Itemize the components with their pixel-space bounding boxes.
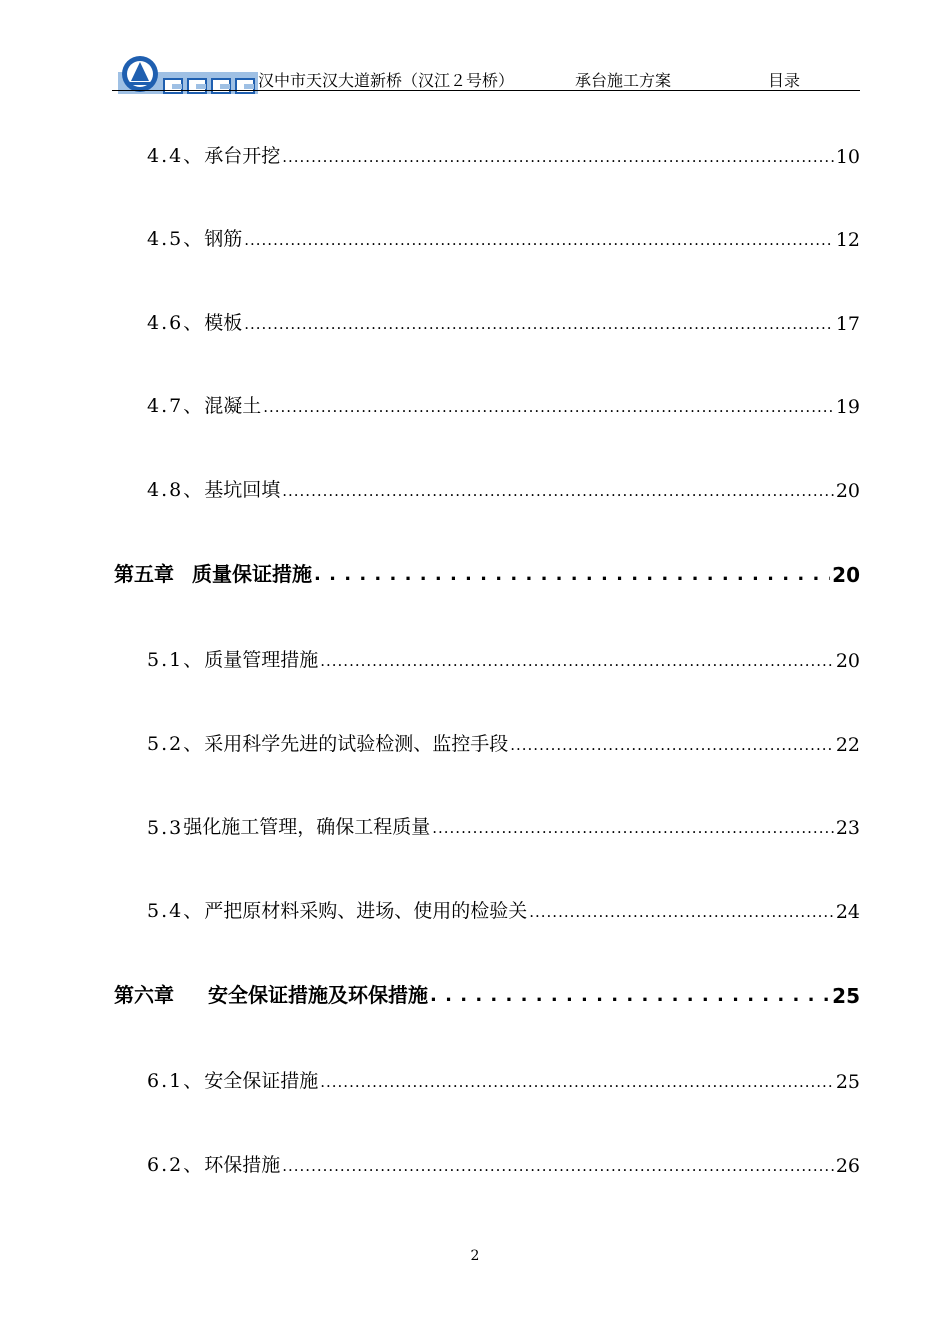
toc-title: 强化施工管理，确保工程质量 [183, 816, 431, 838]
toc-number: 4.6、 [147, 312, 205, 334]
toc-leader [314, 557, 830, 587]
toc-leader [282, 472, 834, 502]
header-section: 目录 [768, 71, 801, 90]
toc-number: 6.2、 [147, 1154, 205, 1176]
toc-title: 承台开挖 [204, 145, 281, 167]
toc-title: 基坑回填 [204, 479, 281, 501]
toc-page: 22 [835, 734, 860, 756]
toc-number: 4.4、 [147, 145, 205, 167]
toc-chapter-6[interactable] [114, 978, 860, 1008]
header-rule [112, 90, 860, 91]
toc-leader [432, 809, 834, 839]
toc-page: 20 [832, 563, 860, 587]
toc-entry-4-7[interactable] [147, 388, 860, 418]
toc-chapter-number: 第六章 [114, 983, 174, 1007]
toc-page: 12 [835, 229, 860, 251]
toc-number: 5.4、 [147, 900, 205, 922]
page-number: 2 [470, 1248, 480, 1264]
header-project-title: 汉中市天汉大道新桥（汉江２号桥） [258, 71, 515, 90]
toc-number: 4.8、 [147, 479, 205, 501]
toc-number: 5.1、 [147, 649, 205, 671]
toc-entry-5-3[interactable] [147, 809, 860, 839]
toc-number: 4.7、 [147, 395, 205, 417]
cggc-logo [112, 52, 260, 98]
toc-leader [263, 388, 834, 418]
toc-number: 5.3 [147, 817, 184, 839]
toc-entry-6-1[interactable] [147, 1063, 860, 1093]
toc-page: 24 [835, 901, 860, 923]
toc-entry-4-4[interactable] [147, 138, 860, 168]
toc-entry-4-5[interactable] [147, 221, 860, 251]
toc-entry-5-1[interactable] [147, 642, 860, 672]
toc-page: 17 [835, 313, 860, 335]
toc-number: 5.2、 [147, 733, 205, 755]
toc-entry-4-6[interactable] [147, 305, 860, 335]
toc-title: 环保措施 [204, 1154, 281, 1176]
toc-number: 6.1、 [147, 1070, 205, 1092]
toc-page: 20 [835, 480, 860, 502]
toc-title: 安全保证措施 [204, 1070, 319, 1092]
toc-page: 10 [835, 146, 860, 168]
toc-leader [282, 138, 834, 168]
toc-leader [430, 978, 830, 1008]
toc-title: 严把原材料采购、进场、使用的检验关 [204, 900, 528, 922]
toc-leader [510, 726, 834, 756]
header-doc-title: 承台施工方案 [575, 71, 672, 90]
toc-entry-5-4[interactable] [147, 893, 860, 923]
toc-entry-4-8[interactable] [147, 472, 860, 502]
toc-number: 4.5、 [147, 228, 205, 250]
toc-chapter-5[interactable] [114, 557, 860, 587]
toc-title: 模板 [204, 312, 243, 334]
toc-page: 23 [835, 817, 860, 839]
toc-title: 采用科学先进的试验检测、监控手段 [204, 733, 509, 755]
toc-page: 25 [832, 984, 860, 1008]
toc-leader [282, 1147, 834, 1177]
toc-chapter-number: 第五章 [114, 562, 174, 586]
toc-title: 混凝土 [204, 395, 262, 417]
toc-leader [320, 642, 834, 672]
toc-chapter-title: 质量保证措施 [192, 562, 312, 586]
toc-page: 26 [835, 1155, 860, 1177]
toc-title: 钢筋 [204, 228, 243, 250]
toc-leader [320, 1063, 834, 1093]
toc-chapter-title: 安全保证措施及环保措施 [208, 983, 428, 1007]
toc-page: 19 [835, 396, 860, 418]
toc-entry-6-2[interactable] [147, 1147, 860, 1177]
toc-leader [244, 305, 834, 335]
toc-page: 25 [835, 1071, 860, 1093]
toc-title: 质量管理措施 [204, 649, 319, 671]
toc-leader [529, 893, 834, 923]
toc-entry-5-2[interactable] [147, 726, 860, 756]
toc-page: 20 [835, 650, 860, 672]
toc-leader [244, 221, 834, 251]
